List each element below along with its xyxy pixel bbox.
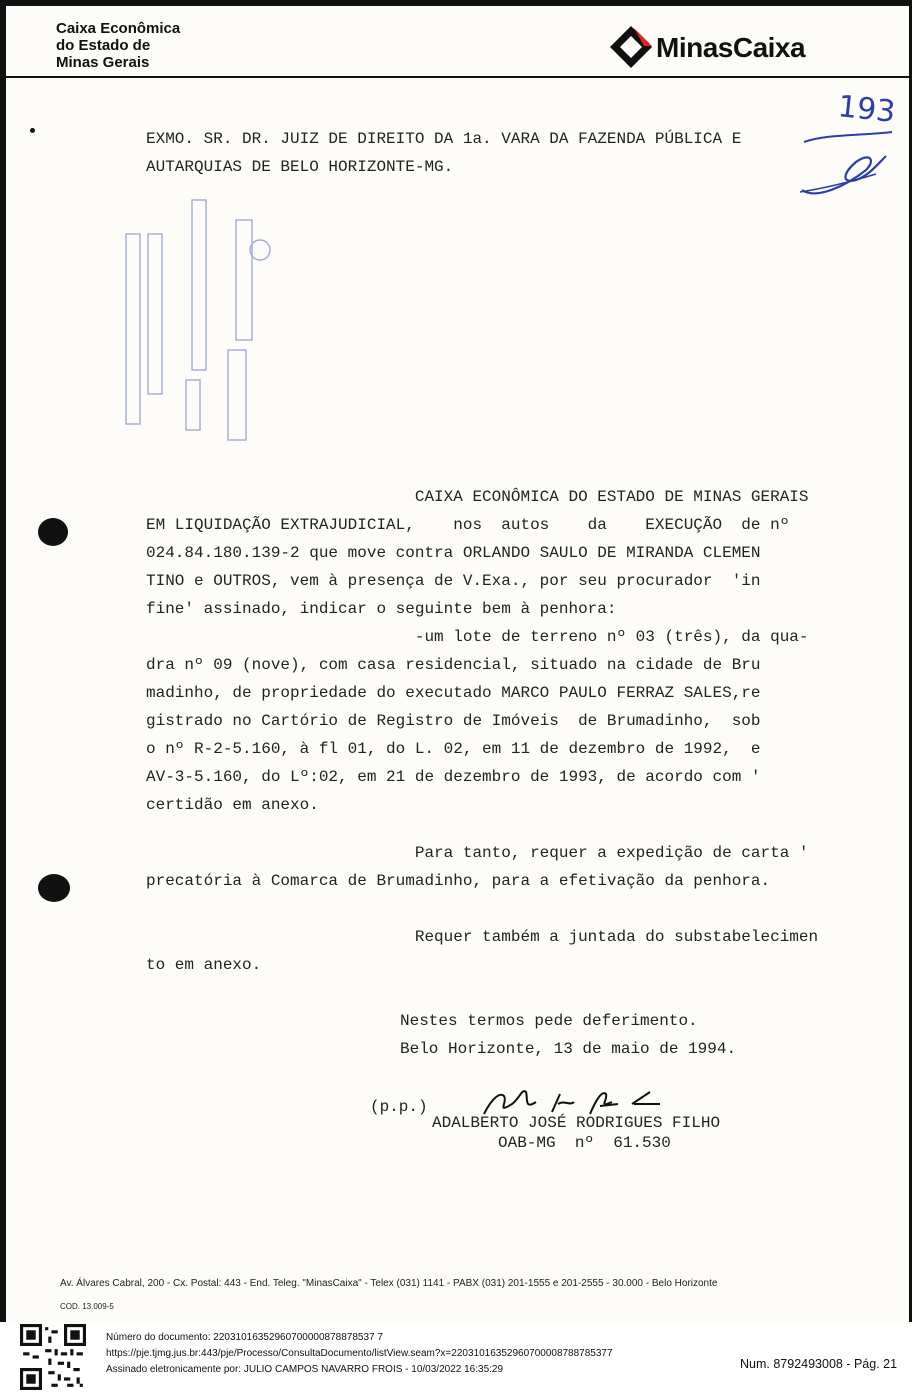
requer-line: Requer também a juntada do substabelecimen (146, 928, 819, 946)
org-line-1: Caixa Econômica (56, 20, 181, 37)
handwritten-rubric-icon (796, 130, 896, 210)
body-line: EM LIQUIDAÇÃO EXTRAJUDICIAL, nos autos da EXECUÇÃO de nº (146, 516, 790, 534)
scan-mark-small (30, 128, 35, 133)
org-line-2: do Estado de (56, 37, 151, 54)
page-reference: Num. 8792493008 - Pág. 21 (740, 1357, 898, 1371)
requer-line: to em anexo. (146, 956, 262, 974)
binder-hole-mark (38, 874, 70, 902)
closing-line: Belo Horizonte, 13 de maio de 1994. (400, 1040, 737, 1058)
qr-code-icon (20, 1324, 86, 1390)
body-line: fine' assinado, indicar o seguinte bem à penhora: (146, 600, 617, 618)
body-line: 024.84.180.139-2 que move contra ORLANDO SAULO DE MIRANDA CLEMEN (146, 544, 761, 562)
scan-border-left (0, 0, 6, 1322)
para-tanto-line: Para tanto, requer a expedição de carta ' (146, 844, 809, 862)
logo-mark-icon (608, 24, 654, 70)
minascaixa-logo (608, 24, 858, 70)
para-tanto-line: precatória à Comarca de Brumadinho, para a efetivação da penhora. (146, 872, 771, 890)
signature-pp: (p.p.) (370, 1098, 428, 1116)
address-line-1: EXMO. SR. DR. JUIZ DE DIREITO DA 1a. VARA DA FAZENDA PÚBLICA E (146, 130, 742, 148)
signatory-oab: OAB-MG nº 61.530 (498, 1134, 671, 1152)
signed-by: Assinado eletronicamente por: JULIO CAMPOS NAVARRO FROIS - 10/03/2022 16:35:29 (106, 1364, 504, 1375)
closing-line: Nestes termos pede deferimento. (400, 1012, 698, 1030)
org-line-3: Minas Gerais (56, 54, 150, 71)
signatory-name: ADALBERTO JOSÉ RODRIGUES FILHO (432, 1114, 721, 1132)
body-line: TINO e OUTROS, vem à presença de V.Exa., por seu procurador 'in (146, 572, 761, 590)
body-line: certidão em anexo. (146, 796, 319, 814)
handwritten-page-number: 193 (836, 89, 897, 130)
body-line: o nº R-2-5.160, à fl 01, do L. 02, em 11 de dezembro de 1992, e (146, 740, 761, 758)
header-rule (0, 76, 912, 78)
body-line: madinho, de propriedade do executado MARCO PAULO FERRAZ SALES,re (146, 684, 761, 702)
letterhead-footer-address: Av. Álvares Cabral, 200 - Cx. Postal: 443 - End. Teleg. "MinasCaixa" - Telex (031) 1141 - PABX (031) 201-1555 e 201-2555 - 30.000 - Belo Horizonte (60, 1278, 718, 1289)
letterhead-footer-code: COD. 13.009-5 (60, 1302, 114, 1311)
body-line: CAIXA ECONÔMICA DO ESTADO DE MINAS GERAIS (146, 488, 809, 506)
scan-border-top (0, 0, 912, 6)
body-line: AV-3-5.160, do Lº:02, em 21 de dezembro de 1993, de acordo com ' (146, 768, 761, 786)
org-name (56, 20, 256, 71)
doc-number: Número do documento: 22031016352960700000878878537 7 (106, 1332, 383, 1343)
logo-text: MinasCaixa (656, 32, 806, 63)
address-line-2: AUTARQUIAS DE BELO HORIZONTE-MG. (146, 158, 454, 176)
body-line: -um lote de terreno nº 03 (três), da qua- (146, 628, 809, 646)
body-line: dra nº 09 (nove), com casa residencial, situado na cidade de Bru (146, 656, 761, 674)
binder-hole-mark (38, 518, 68, 546)
body-line: gistrado no Cartório de Registro de Imóveis de Brumadinho, sob (146, 712, 761, 730)
doc-url[interactable]: https://pje.tjmg.jus.br:443/pje/Processo/ConsultaDocumento/listView.seam?x=22031016352960700008788785377 (106, 1348, 613, 1359)
received-stamp-icon (110, 180, 300, 460)
